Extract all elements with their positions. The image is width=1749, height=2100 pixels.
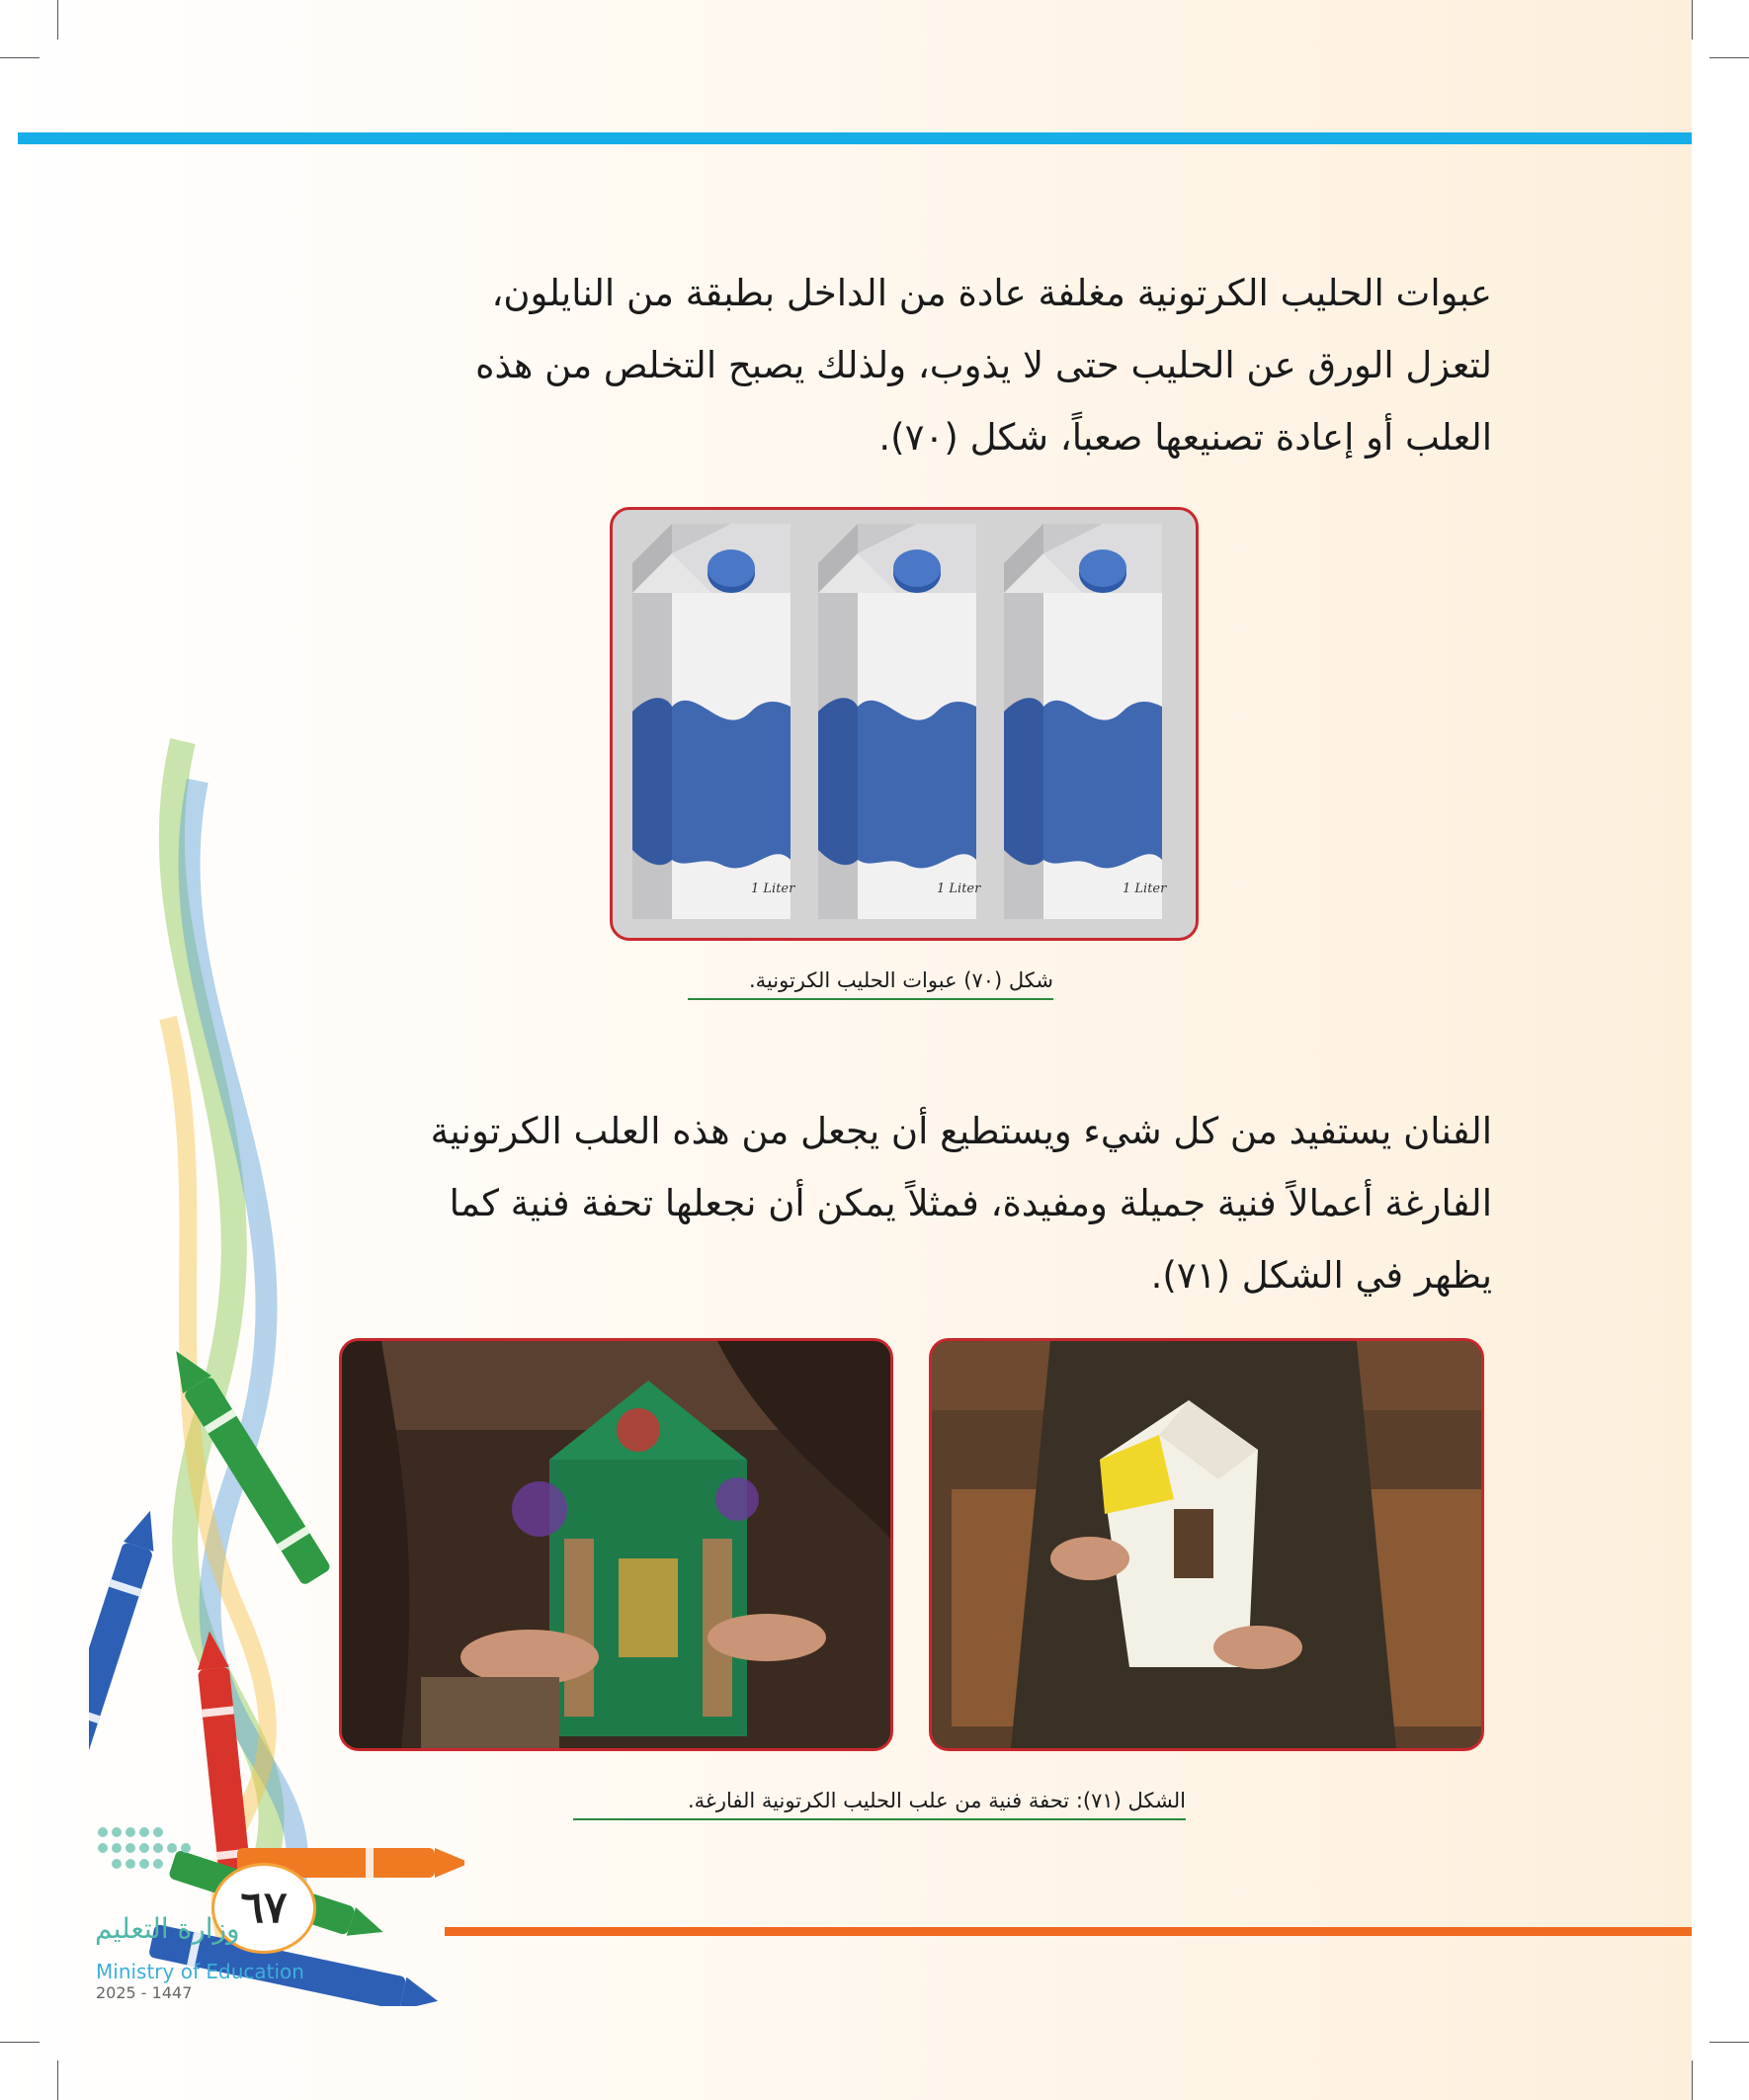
paragraph-line: لتعزل الورق عن الحليب حتى لا يذوب، ولذلك يصبح التخلص من هذه bbox=[475, 344, 1492, 386]
paragraph-line: عبوات الحليب الكرتونية مغلفة عادة من الداخل بطبقة من النايلون، bbox=[491, 272, 1492, 314]
crop-mark bbox=[57, 2060, 58, 2100]
page-number: ٦٧ bbox=[211, 1863, 316, 1954]
top-rule bbox=[18, 132, 1692, 144]
paragraph-line: العلب أو إعادة تصنيعها صعباً، شكل (٧٠). bbox=[878, 416, 1492, 459]
crop-mark bbox=[1709, 57, 1749, 58]
figure-71-caption: الشكل (٧١): تحفة فنية من علب الحليب الكرتونية الفارغة. bbox=[573, 1789, 1186, 1820]
figure-70-caption: شكل (٧٠) عبوات الحليب الكرتونية. bbox=[688, 968, 1053, 1000]
paragraph-line: الفارغة أعمالاً فنية جميلة ومفيدة، فمثلاً يمكن أن نجعلها تحفة فنية كما bbox=[449, 1182, 1492, 1224]
figure-71-photo-carton-cut bbox=[929, 1338, 1484, 1751]
carton-label: 1 Liter bbox=[937, 882, 981, 896]
paragraph-2 bbox=[326, 1095, 1492, 1311]
crop-mark bbox=[0, 57, 40, 58]
carton-label: 1 Liter bbox=[1123, 882, 1167, 896]
crop-mark bbox=[1692, 2060, 1693, 2100]
figure-70-milk-cartons bbox=[610, 507, 1199, 941]
ministry-name-english: Ministry of Education bbox=[96, 1960, 304, 1983]
paragraph-line: الفنان يستفيد من كل شيء ويستطيع أن يجعل من هذه العلب الكرتونية bbox=[430, 1110, 1492, 1152]
paragraph-1 bbox=[326, 257, 1492, 473]
crop-mark bbox=[1692, 0, 1693, 40]
ministry-name-arabic: وزارة التعليم bbox=[95, 1912, 240, 1945]
carton-label: 1 Liter bbox=[751, 882, 795, 896]
ministry-logo-dots bbox=[95, 1824, 243, 1874]
paragraph-line: يظهر في الشكل (٧١). bbox=[1150, 1254, 1492, 1297]
edition-year: 2025 - 1447 bbox=[96, 1983, 193, 2002]
bottom-rule bbox=[445, 1927, 1692, 1936]
figure-71-photo-artwork bbox=[339, 1338, 893, 1751]
crop-mark bbox=[0, 2042, 40, 2043]
crop-mark bbox=[1709, 2042, 1749, 2043]
crop-mark bbox=[57, 0, 58, 40]
